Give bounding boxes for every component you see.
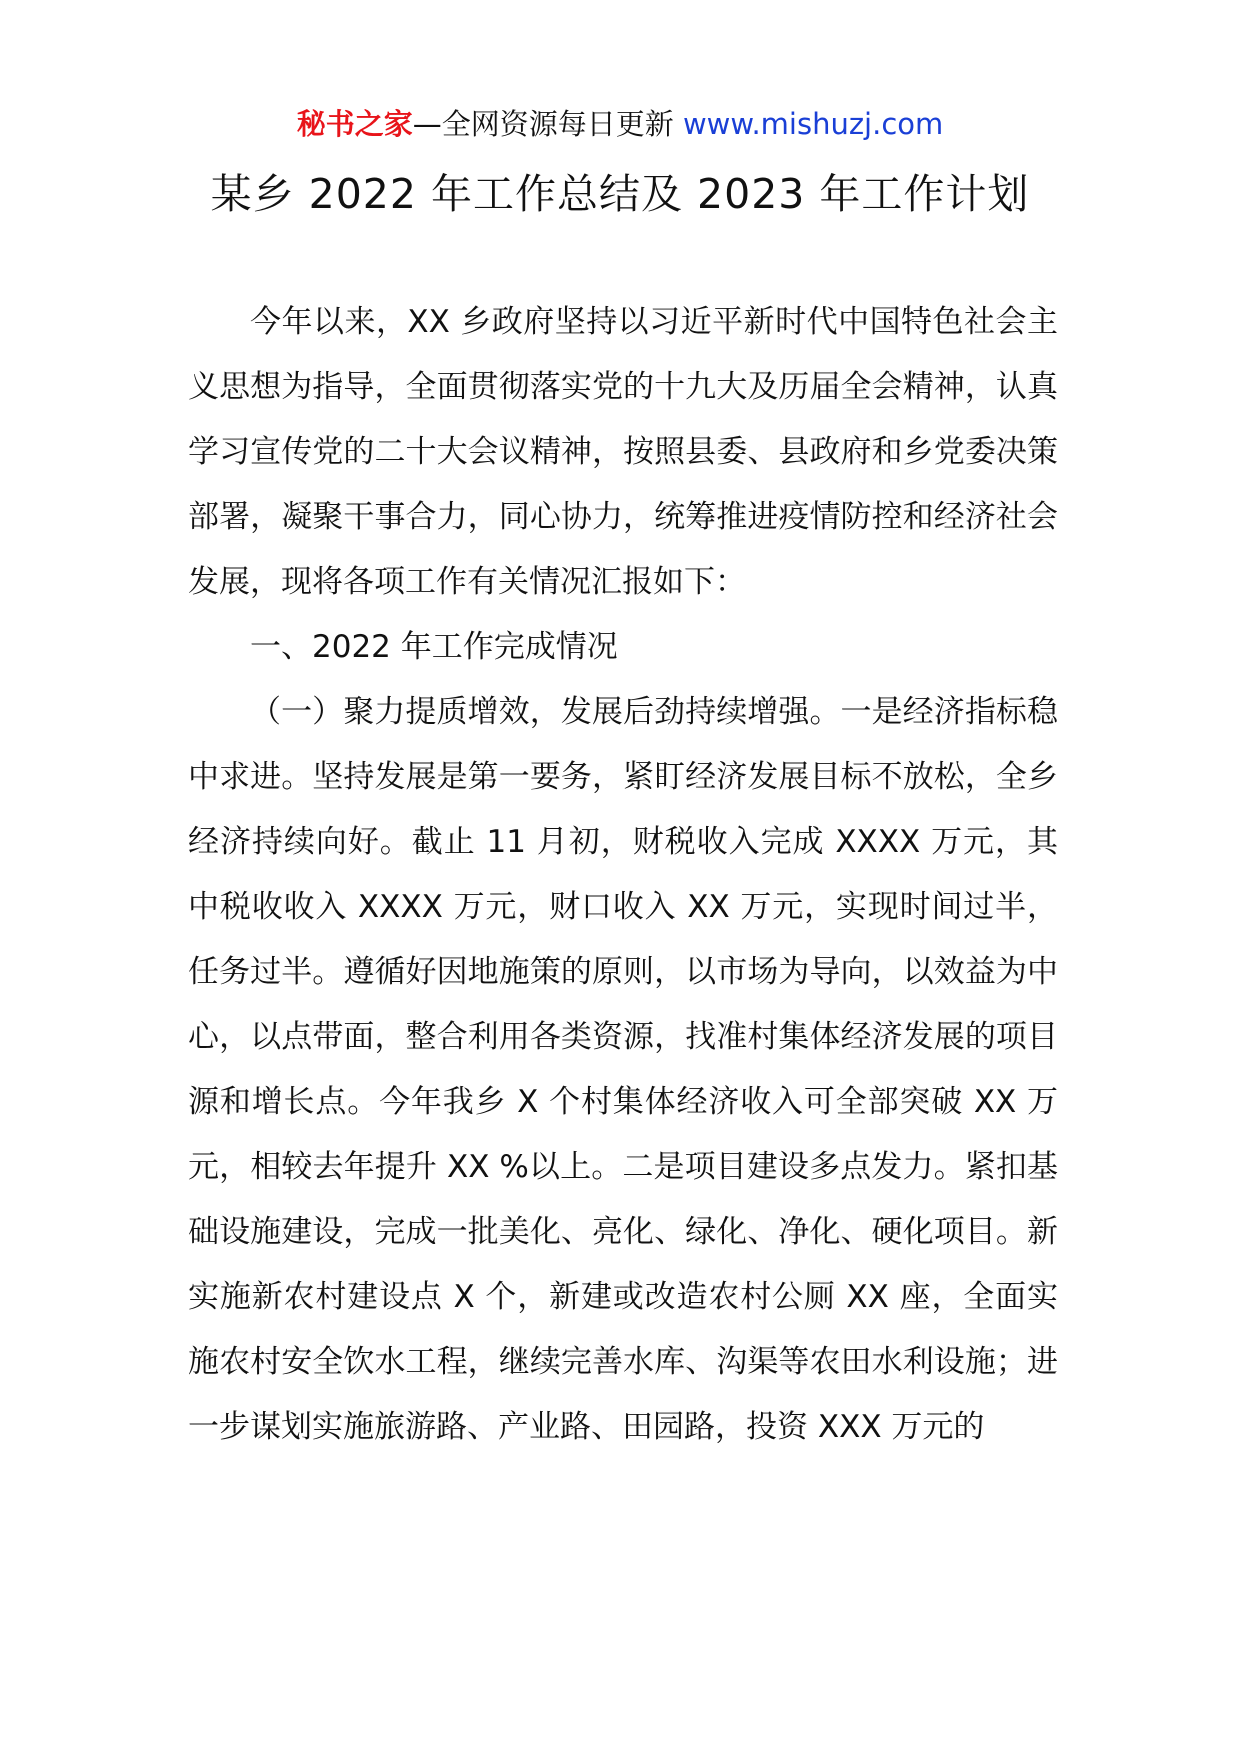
brand-name: 秘书之家 [296,107,413,141]
subsection-paragraph: （一）聚力提质增效，发展后劲持续增强。一是经济指标稳中求进。坚持发展是第一要务，紧盯经济发展目标不放松，全乡经济持续向好。截止 11 月初，财税收入完成 XXXX 万元，其中税收收入 XXXX 万元，财口收入 XX 万元，实现时间过半，任务过半。遵循好因地施策的原则，以市场为导向，以效益为中心，以点带面，整合利用各类资源，找准村集体经济发展的项目源和增长点。今年我乡 X 个村集体经济收入可全部突破 XX 万元，相较去年提升 XX %以上。二是项目建设多点发力。紧扣基础设施建设，完成一批美化、亮化、绿化、净化、硬化项目。新实施新农村建设点 X 个，新建或改造农村公厕 XX 座，全面实施农村安全饮水工程，继续完善水库、沟渠等农田水利设施；进一步谋划实施旅游路、产业路、田园路，投资 XXX 万元的 [188,694,1058,1445]
document-body [188,290,1058,1460]
site-url-link[interactable]: www.mishuzj.com [682,107,944,141]
site-banner [0,104,1240,144]
intro-paragraph: 今年以来，XX 乡政府坚持以习近平新时代中国特色社会主义思想为指导，全面贯彻落实党的十九大及历届全会精神，认真学习宣传党的二十大会议精神，按照县委、县政府和乡党委决策部署，凝聚干事合力，同心协力，统筹推进疫情防控和经济社会发展，现将各项工作有关情况汇报如下： [188,304,1058,600]
document-title: 某乡 2022 年工作总结及 2023 年工作计划 [210,170,1030,218]
banner-tagline: —全网资源每日更新 [412,107,683,141]
section-heading: 一、2022 年工作完成情况 [250,629,618,665]
